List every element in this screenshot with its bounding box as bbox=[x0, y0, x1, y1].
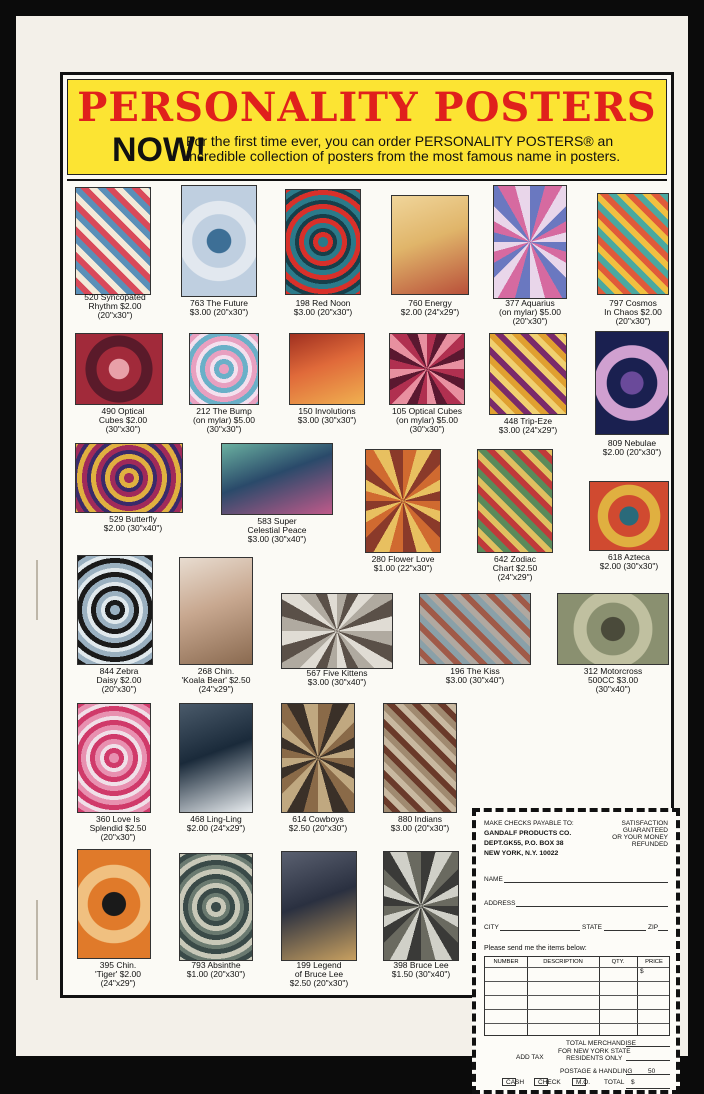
ad-header bbox=[67, 79, 667, 175]
now-label: NOW! bbox=[112, 131, 207, 169]
total-merchandise-label: TOTAL MERCHANDISE bbox=[566, 1040, 636, 1047]
poster-caption: 520 Syncopated Rhythm $2.00 (20"x30") bbox=[84, 292, 146, 320]
poster-thumbnail bbox=[419, 593, 531, 665]
cash-label: CASH bbox=[506, 1079, 525, 1086]
poster-caption: 448 Trip-Eze $3.00 (24"x29") bbox=[498, 416, 558, 435]
address-label: ADDRESS bbox=[484, 900, 516, 907]
postage-amount: 50 bbox=[648, 1068, 656, 1075]
city-field[interactable] bbox=[500, 930, 580, 931]
order-form bbox=[472, 808, 680, 1094]
table-row[interactable] bbox=[485, 1023, 669, 1024]
poster-caption: 196 The Kiss $3.00 (30"x40") bbox=[445, 666, 505, 685]
poster-caption: 198 Red Noon $3.00 (20"x30") bbox=[293, 298, 353, 317]
column-header-number: NUMBER bbox=[493, 959, 519, 965]
poster-caption: 797 Cosmos In Chaos $2.00 (20"x30") bbox=[604, 298, 662, 326]
poster-thumbnail bbox=[281, 703, 355, 813]
poster-thumbnail bbox=[75, 187, 151, 295]
mo-label: M.O. bbox=[576, 1079, 591, 1086]
poster-thumbnail bbox=[391, 195, 469, 295]
price-symbol: $ bbox=[640, 968, 644, 975]
poster-caption: 199 Legend of Bruce Lee $2.50 (20"x30") bbox=[289, 960, 349, 988]
tax-field[interactable] bbox=[626, 1060, 670, 1061]
poster-caption: 212 The Bump (on mylar) $5.00 (30"x30") bbox=[193, 406, 255, 434]
poster-caption: 618 Azteca $2.00 (30"x30") bbox=[599, 552, 659, 571]
poster-thumbnail bbox=[181, 185, 257, 297]
poster-caption: 398 Bruce Lee $1.50 (30"x40") bbox=[391, 960, 451, 979]
poster-thumbnail bbox=[383, 851, 459, 961]
send-items-label: Please send me the items below: bbox=[484, 945, 587, 952]
poster-thumbnail bbox=[77, 555, 153, 665]
poster-thumbnail bbox=[75, 333, 163, 405]
poster-caption: 312 Motorcross 500CC $3.00 (30"x40") bbox=[583, 666, 643, 694]
name-field[interactable] bbox=[504, 882, 668, 883]
city-label: CITY bbox=[484, 924, 499, 931]
company-city: NEW YORK, N.Y. 10022 bbox=[484, 850, 559, 857]
table-row[interactable] bbox=[485, 981, 669, 982]
add-tax-label: ADD TAX bbox=[516, 1054, 544, 1061]
poster-caption: 377 Aquarius (on mylar) $5.00 (20"x30") bbox=[499, 298, 561, 326]
check-label: CHECK bbox=[538, 1079, 561, 1086]
zip-field[interactable] bbox=[658, 930, 668, 931]
poster-thumbnail bbox=[77, 849, 151, 959]
poster-thumbnail bbox=[595, 331, 669, 435]
poster-caption: 614 Cowboys $2.50 (20"x30") bbox=[288, 814, 348, 833]
poster-caption: 793 Absinthe $1.00 (20"x30") bbox=[186, 960, 246, 979]
poster-thumbnail bbox=[285, 189, 361, 295]
tax-note: FOR NEW YORK STATE RESIDENTS ONLY bbox=[558, 1048, 631, 1062]
poster-caption: 280 Flower Love $1.00 (22"x30") bbox=[371, 554, 435, 573]
total-symbol: $ bbox=[631, 1079, 635, 1086]
poster-caption: 529 Butterfly $2.00 (30"x40") bbox=[103, 514, 163, 533]
poster-caption: 468 Ling-Ling $2.00 (24"x29") bbox=[186, 814, 246, 833]
poster-caption: 395 Chin. 'Tiger' $2.00 (24"x29") bbox=[95, 960, 141, 988]
poster-thumbnail bbox=[281, 593, 393, 669]
ad-intro-text: For the first time ever, you can order PERSONALITY POSTERS® an incredible collection of posters from the most famous name in posters. bbox=[186, 133, 621, 164]
poster-caption: 642 Zodiac Chart $2.50 (24"x29") bbox=[492, 554, 538, 582]
poster-thumbnail bbox=[597, 193, 669, 295]
company-name: GANDALF PRODUCTS CO. bbox=[484, 830, 572, 837]
column-header-description: DESCRIPTION bbox=[543, 959, 583, 965]
name-label: NAME bbox=[484, 876, 503, 883]
poster-advertisement bbox=[60, 72, 674, 1086]
poster-thumbnail bbox=[77, 703, 151, 813]
column-header-price: PRICE bbox=[645, 959, 663, 965]
poster-thumbnail bbox=[389, 333, 465, 405]
poster-caption: 105 Optical Cubes (on mylar) $5.00 (30"x30") bbox=[392, 406, 462, 434]
state-field[interactable] bbox=[604, 930, 646, 931]
total-label: TOTAL bbox=[604, 1079, 625, 1086]
poster-caption: 360 Love Is Splendid $2.50 (20"x30") bbox=[89, 814, 147, 842]
poster-thumbnail bbox=[179, 853, 253, 961]
company-dept: DEPT.GK55, P.O. BOX 38 bbox=[484, 840, 564, 847]
poster-caption: 763 The Future $3.00 (20"x30") bbox=[189, 298, 249, 317]
poster-caption: 809 Nebulae $2.00 (20"x30") bbox=[602, 438, 662, 457]
poster-caption: 760 Energy $2.00 (24"x29") bbox=[400, 298, 460, 317]
poster-caption: 880 Indians $3.00 (20"x30") bbox=[390, 814, 450, 833]
poster-caption: 844 Zebra Daisy $2.00 (20"x30") bbox=[96, 666, 142, 694]
poster-caption: 490 Optical Cubes $2.00 (30"x30") bbox=[98, 406, 148, 434]
poster-thumbnail bbox=[589, 481, 669, 551]
poster-thumbnail bbox=[281, 851, 357, 961]
total-merch-field[interactable] bbox=[626, 1046, 670, 1047]
poster-thumbnail bbox=[557, 593, 669, 665]
poster-grid bbox=[67, 179, 668, 1086]
poster-thumbnail bbox=[221, 443, 333, 515]
poster-thumbnail bbox=[75, 443, 183, 513]
poster-thumbnail bbox=[365, 449, 441, 553]
poster-caption: 567 Five Kittens $3.00 (30"x40") bbox=[306, 668, 368, 687]
page-margin-mark bbox=[36, 900, 38, 980]
poster-thumbnail bbox=[289, 333, 365, 405]
column-header-qty: QTY. bbox=[611, 959, 625, 965]
ad-title: PERSONALITY POSTERS bbox=[77, 84, 657, 131]
poster-thumbnail bbox=[179, 557, 253, 665]
order-items-table bbox=[484, 956, 670, 1036]
poster-thumbnail bbox=[189, 333, 259, 405]
address-field[interactable] bbox=[516, 906, 668, 907]
poster-thumbnail bbox=[383, 703, 457, 813]
poster-thumbnail bbox=[179, 703, 253, 813]
guarantee-note: SATISFACTION GUARANTEED OR YOUR MONEY REFUNDED bbox=[612, 820, 668, 848]
page-margin-mark bbox=[36, 560, 38, 620]
postage-label: POSTAGE & HANDLING bbox=[560, 1068, 633, 1075]
total-field[interactable] bbox=[626, 1088, 670, 1089]
payable-label: MAKE CHECKS PAYABLE TO: bbox=[484, 820, 574, 827]
state-label: STATE bbox=[582, 924, 602, 931]
table-row[interactable] bbox=[485, 995, 669, 996]
poster-thumbnail bbox=[477, 449, 553, 553]
zip-label: ZIP bbox=[648, 924, 659, 931]
poster-caption: 268 Chin. 'Koala Bear' $2.50 (24"x29") bbox=[181, 666, 251, 694]
poster-thumbnail bbox=[489, 333, 567, 415]
poster-thumbnail bbox=[493, 185, 567, 299]
poster-caption: 150 Involutions $3.00 (30"x30") bbox=[297, 406, 357, 425]
table-row[interactable] bbox=[485, 1009, 669, 1010]
poster-caption: 583 Super Celestial Peace $3.00 (30"x40") bbox=[247, 516, 307, 544]
postage-field bbox=[626, 1074, 670, 1075]
